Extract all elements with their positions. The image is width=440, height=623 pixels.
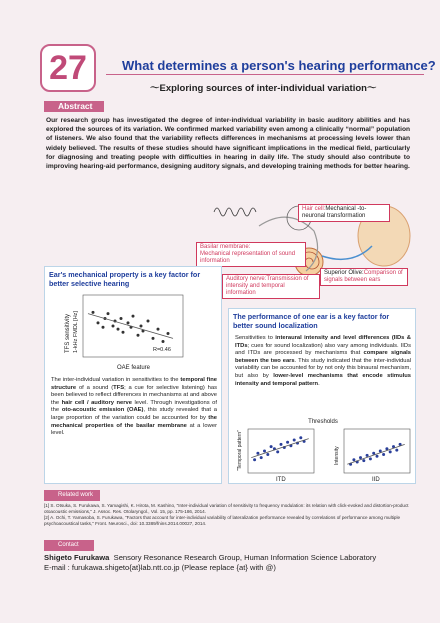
- data-point: [286, 441, 289, 444]
- data-point: [263, 450, 266, 453]
- x-axis-label: IID: [372, 477, 380, 483]
- data-point: [147, 320, 150, 323]
- data-point: [253, 458, 256, 461]
- plot-frame: [248, 429, 314, 473]
- data-point: [372, 452, 375, 455]
- y-axis-label: 1-kHz FMDL [Hz]: [73, 311, 79, 353]
- data-point: [376, 455, 379, 458]
- right-panel: [228, 308, 416, 484]
- right-panel-title: The performance of one ear is a key factor for better sound localization: [233, 312, 390, 330]
- left-panel: [44, 266, 222, 484]
- page-subtitle: 〜Exploring sources of inter-individual variation〜: [150, 83, 377, 94]
- contact-name: Shigeto Furukawa: [44, 553, 110, 562]
- data-point: [369, 457, 372, 460]
- data-point: [362, 459, 365, 462]
- data-point: [102, 326, 105, 329]
- contact-info: [44, 553, 416, 573]
- data-point: [122, 331, 125, 334]
- y-axis-label: Intensity: [334, 446, 340, 465]
- reference-item: [2] A. Ochi, T. Yamasoba, S. Furukawa, "Factors that account for inter-individual variability of lateralization performance revealed by correlations of performance among multiple psychoacoustical tasks," Front. Neurosci., doi: 10.3389/fnins.2014.00027, 2014.: [44, 515, 401, 526]
- contact-affiliation: Sensory Resonance Research Group, Human Information Science Laboratory: [113, 553, 377, 562]
- data-point: [117, 328, 120, 331]
- data-point: [382, 453, 385, 456]
- abstract-text: Our research group has investigated the degree of inter-individual variability in basic auditory abilities and has explored the sources of its variation. We confirmed marked variability even among a clinically “normal” population of listeners. We also found that the variability reflects differences in mechanisms at processing levels lower than widely believed. The results of these studies should have significant implications in the medical field, particularly for diagnosing and treating people with difficulties in hearing in daily life. The study should also contribute to improving hearing-aid performance, designing auditory signals, and developing training methods for better hearing.: [46, 117, 410, 171]
- references: [44, 503, 416, 527]
- abstract-heading: Abstract: [44, 101, 104, 112]
- data-point: [389, 450, 392, 453]
- basilar-membrane-label: Basilar membrane: Mechanical representation of sound information: [196, 242, 306, 267]
- contact-email[interactable]: E-mail : furukawa.shigeto{at}lab.ntt.co.jp (Please replace {at} with @): [44, 563, 276, 572]
- auditory-nerve-label: Auditory nerve:Transmission of intensity and temporal information: [222, 274, 320, 299]
- data-point: [395, 449, 398, 452]
- data-point: [256, 452, 259, 455]
- related-work-heading: Related work: [44, 490, 100, 501]
- x-axis-label: ITD: [276, 477, 286, 483]
- contact-heading: Contact: [44, 540, 94, 551]
- data-point: [162, 340, 165, 343]
- poster-number: 27: [40, 44, 96, 92]
- left-panel-title: Ear's mechanical property is a key factor for better selective hearing: [49, 270, 201, 288]
- header-divider: [106, 74, 424, 75]
- plot-frame: [344, 429, 410, 473]
- tfs-oae-scatter-chart: [57, 291, 187, 373]
- data-point: [92, 311, 95, 314]
- data-point: [152, 337, 155, 340]
- left-panel-text: The inter-individual variation in sensitivities to the temporal fine structure of a sound (TFS; a cue for selective listening) has been believed to reflect differences in mechanisms at and above the hair cell / auditory nerve level. Through investigations of the oto-acoustic emission (OAE), this study revealed that a large proportion of the variation could be accounted for by the mechanical properties of the basilar membrane at a lower level.: [51, 377, 218, 437]
- data-point: [293, 439, 296, 442]
- x-axis-label: OAE feature: [117, 365, 151, 371]
- data-point: [270, 445, 273, 448]
- reference-item: [1] S. Otsuka, S. Furukawa, S. Yamagishi, K. Hirota, M. Kashino, "Inter-individual variation of sensitivity to frequency modulation: its relation with click-evoked and distortion-product otoacoustic emissions," J. Assoc. Res. Otolaryngol., Vol. 15, pp. 175-186, 2014.: [44, 503, 409, 514]
- data-point: [140, 325, 143, 328]
- data-point: [276, 450, 279, 453]
- data-point: [352, 458, 355, 461]
- data-point: [120, 317, 123, 320]
- data-point: [107, 312, 110, 315]
- data-point: [157, 328, 160, 331]
- data-point: [299, 436, 302, 439]
- hair-cell-label: Hair cell:Mechanical -to-neuronal transformation: [298, 204, 390, 222]
- right-panel-text: Sensitivities to interaural intensity and level differences (IIDs & ITDs; cues for sound localization) also vary among individuals. IIDs and ITDs are processed by mechanisms that compare signals between the two ears. This study indicated that the inter-individual variability can be accounted for by not only this binaural mechanism, but also by lower-level mechanisms that encode stimulus intensity and temporal pattern.: [235, 335, 411, 387]
- data-point: [359, 456, 362, 459]
- data-point: [167, 332, 170, 335]
- data-point: [260, 456, 263, 459]
- data-point: [280, 443, 283, 446]
- data-point: [266, 453, 269, 456]
- data-point: [137, 334, 140, 337]
- data-point: [97, 321, 100, 324]
- data-point: [112, 325, 115, 328]
- page-title: What determines a person's hearing performance?: [122, 58, 436, 73]
- sound-wave-icon: [214, 208, 256, 216]
- data-point: [127, 321, 130, 324]
- y-axis-label: TFS sensitivity: [65, 313, 71, 353]
- threshold-scatter-charts: [232, 421, 414, 483]
- data-point: [132, 315, 135, 318]
- correlation-label: R=0.46: [153, 347, 171, 353]
- data-point: [366, 454, 369, 457]
- figure-area: [44, 196, 416, 486]
- y-axis-label: “Temporal pattern”: [237, 430, 243, 471]
- superior-olive-label: Superior Olive:Comparison of signals between ears: [320, 268, 408, 286]
- thresholds-heading: Thresholds: [308, 419, 338, 425]
